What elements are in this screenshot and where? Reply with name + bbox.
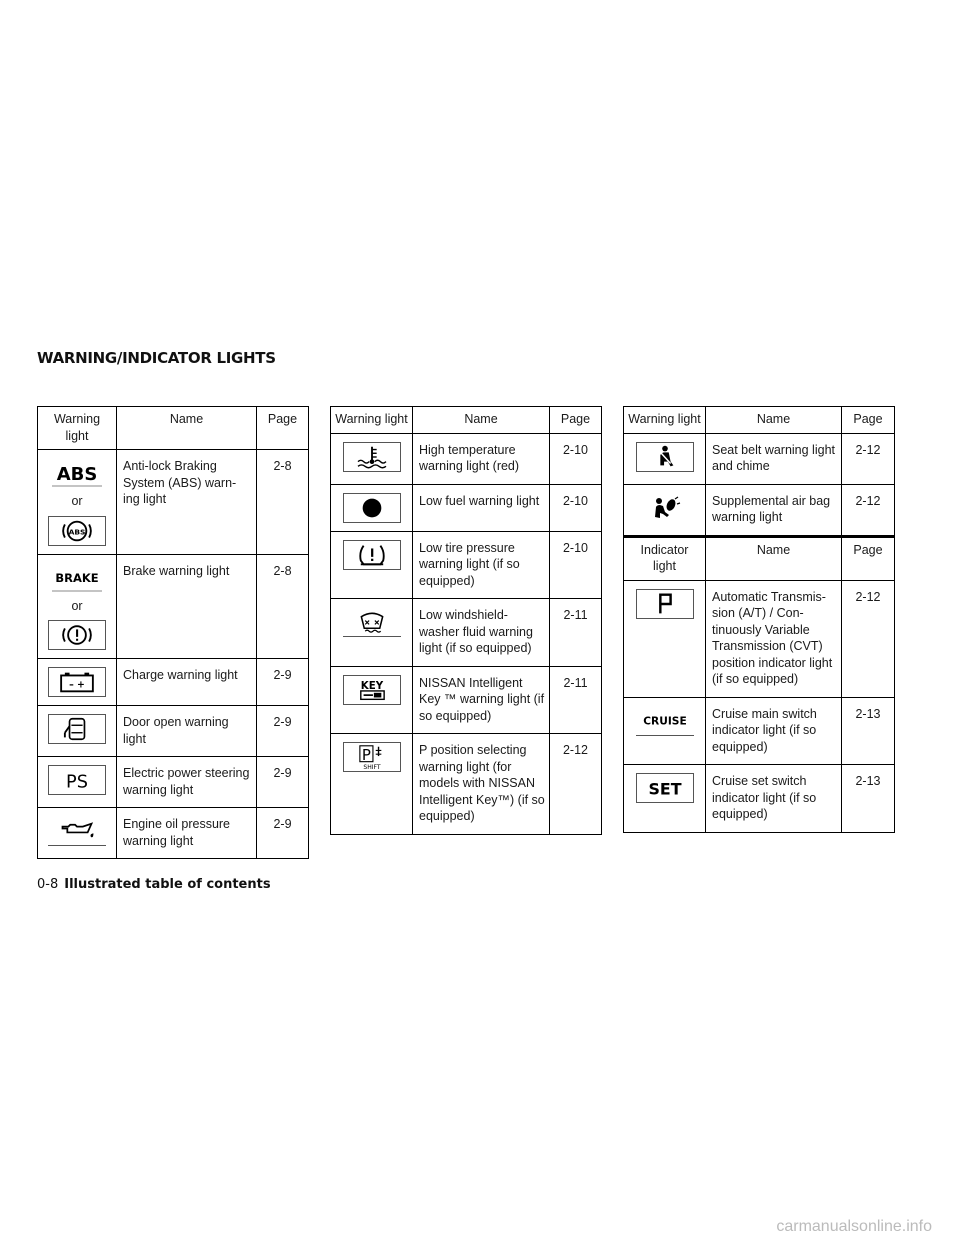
icon-cell	[331, 734, 413, 835]
table-row	[331, 484, 602, 531]
name-cell: Engine oil pressure warning light	[117, 808, 257, 859]
table-header-row	[624, 407, 895, 434]
header-name: Name	[706, 407, 842, 434]
page-cell: 2-9	[257, 757, 309, 808]
ps-icon	[48, 765, 106, 795]
or-label: or	[71, 598, 83, 613]
cruise-icon-text: CRUISE	[642, 713, 687, 727]
table-row	[331, 433, 602, 484]
table-header-row	[38, 407, 309, 450]
name-cell: Supplemental air bag warning light	[706, 484, 842, 536]
name-cell: Low windshield-washer fluid warning light (if so equipped)	[413, 599, 550, 667]
p-shift-p-text: P	[361, 745, 371, 764]
abs-circle-text: ABS	[68, 526, 86, 536]
page-cell: 2-10	[550, 531, 602, 599]
page-footer	[37, 877, 271, 892]
icon-cell	[331, 599, 413, 667]
header-warning-light: Warning light	[38, 407, 117, 450]
coolant-temp-icon	[343, 442, 401, 472]
header-name: Name	[117, 407, 257, 450]
page-cell: 2-10	[550, 484, 602, 531]
icon-cell	[38, 450, 117, 555]
oil-can-icon	[48, 816, 106, 846]
table-header-row	[624, 536, 895, 580]
warning-lights-table-1	[37, 406, 309, 859]
name-cell: Automatic Transmis-sion (A/T) / Con-tinuously Variable Transmission (CVT) position indicator light (if so equipped)	[706, 580, 842, 697]
icon-cell	[331, 666, 413, 734]
key-icon-text: KEY	[360, 679, 383, 692]
table-row	[38, 659, 309, 706]
table-row	[331, 734, 602, 835]
page-cell: 2-13	[842, 765, 895, 833]
battery-icon	[48, 667, 106, 697]
brake-icon-text: BRAKE	[55, 570, 99, 585]
icon-cell	[38, 659, 117, 706]
name-cell: Low fuel warning light	[413, 484, 550, 531]
brake-circle-icon	[48, 620, 106, 650]
cruise-icon	[636, 706, 694, 736]
name-cell: NISSAN Intelligent Key ™ warning light (if so equipped)	[413, 666, 550, 734]
table-row	[38, 757, 309, 808]
door-open-icon	[48, 714, 106, 744]
fuel-dot-icon	[343, 493, 401, 523]
icon-cell	[624, 484, 706, 536]
p-shift-shift-text: SHIFT	[362, 764, 381, 771]
tire-pressure-icon	[343, 540, 401, 570]
page-cell: 2-8	[257, 450, 309, 555]
icon-cell	[624, 433, 706, 484]
page-cell: 2-8	[257, 554, 309, 659]
page-cell: 2-12	[550, 734, 602, 835]
battery-icon-text: – +	[69, 679, 85, 691]
brake-text-icon	[48, 563, 106, 593]
name-cell: Charge warning light	[117, 659, 257, 706]
page-cell: 2-12	[842, 484, 895, 536]
name-cell: Seat belt warning light and chime	[706, 433, 842, 484]
icon-cell	[38, 808, 117, 859]
icon-cell	[331, 531, 413, 599]
watermark: carmanualsonline.info	[776, 1218, 932, 1235]
icon-cell	[38, 706, 117, 757]
header-indicator-light: Indicator light	[624, 536, 706, 580]
name-cell: High temperature warning light (red)	[413, 433, 550, 484]
table-row	[624, 433, 895, 484]
name-cell: Low tire pressure warning light (if so equipped)	[413, 531, 550, 599]
table-row	[624, 484, 895, 536]
page-cell: 2-9	[257, 706, 309, 757]
table-header-row	[331, 407, 602, 434]
page-cell: 2-9	[257, 808, 309, 859]
icon-cell	[624, 697, 706, 765]
name-cell: Cruise set switch indicator light (if so equipped)	[706, 765, 842, 833]
warning-lights-table-2	[330, 406, 602, 835]
page-cell: 2-11	[550, 666, 602, 734]
set-icon-text: SET	[647, 779, 682, 799]
table-row	[38, 706, 309, 757]
footer-title: Illustrated table of contents	[64, 877, 271, 892]
header-page: Page	[842, 407, 895, 434]
header-warning-light: Warning light	[331, 407, 413, 434]
table-row	[331, 599, 602, 667]
name-cell: Electric power steering warning light	[117, 757, 257, 808]
icon-cell	[331, 433, 413, 484]
seat-belt-icon	[636, 442, 694, 472]
table-row	[331, 531, 602, 599]
icon-cell	[38, 554, 117, 659]
abs-circle-icon	[48, 516, 106, 546]
abs-icon	[48, 458, 106, 488]
header-name: Name	[706, 536, 842, 580]
icon-cell	[331, 484, 413, 531]
page-cell: 2-12	[842, 580, 895, 697]
table-row	[38, 808, 309, 859]
name-cell: Brake warning light	[117, 554, 257, 659]
name-cell: Anti-lock Braking System (ABS) warn-ing light	[117, 450, 257, 555]
table-row	[624, 580, 895, 697]
p-shift-icon	[343, 742, 401, 772]
table-row	[331, 666, 602, 734]
or-label: or	[71, 494, 83, 508]
page-cell: 2-11	[550, 599, 602, 667]
name-cell: Cruise main switch indicator light (if so equipped)	[706, 697, 842, 765]
abs-icon-text: ABS	[56, 464, 98, 485]
header-page: Page	[842, 536, 895, 580]
airbag-icon	[636, 493, 694, 523]
table-row	[38, 554, 309, 659]
name-cell: P position selecting warning light (for models with NISSAN Intelligent Key™) (if so equipped)	[413, 734, 550, 835]
page-cell: 2-9	[257, 659, 309, 706]
cvt-p-icon	[636, 589, 694, 619]
page-cell: 2-12	[842, 433, 895, 484]
washer-fluid-icon	[343, 607, 401, 637]
header-page: Page	[257, 407, 309, 450]
icon-cell	[624, 765, 706, 833]
set-icon	[636, 773, 694, 803]
header-name: Name	[413, 407, 550, 434]
table-row	[38, 450, 309, 555]
page-number: 0-8	[37, 877, 59, 892]
page-cell: 2-10	[550, 433, 602, 484]
name-cell: Door open warning light	[117, 706, 257, 757]
section-heading: WARNING/INDICATOR LIGHTS	[37, 349, 276, 367]
table-row	[624, 697, 895, 765]
table-row	[624, 765, 895, 833]
intelligent-key-icon	[343, 675, 401, 705]
header-page: Page	[550, 407, 602, 434]
warning-lights-table-3	[623, 406, 895, 833]
header-warning-light: Warning light	[624, 407, 706, 434]
ps-icon-text: PS	[66, 772, 88, 793]
icon-cell	[38, 757, 117, 808]
icon-cell	[624, 580, 706, 697]
page-cell: 2-13	[842, 697, 895, 765]
